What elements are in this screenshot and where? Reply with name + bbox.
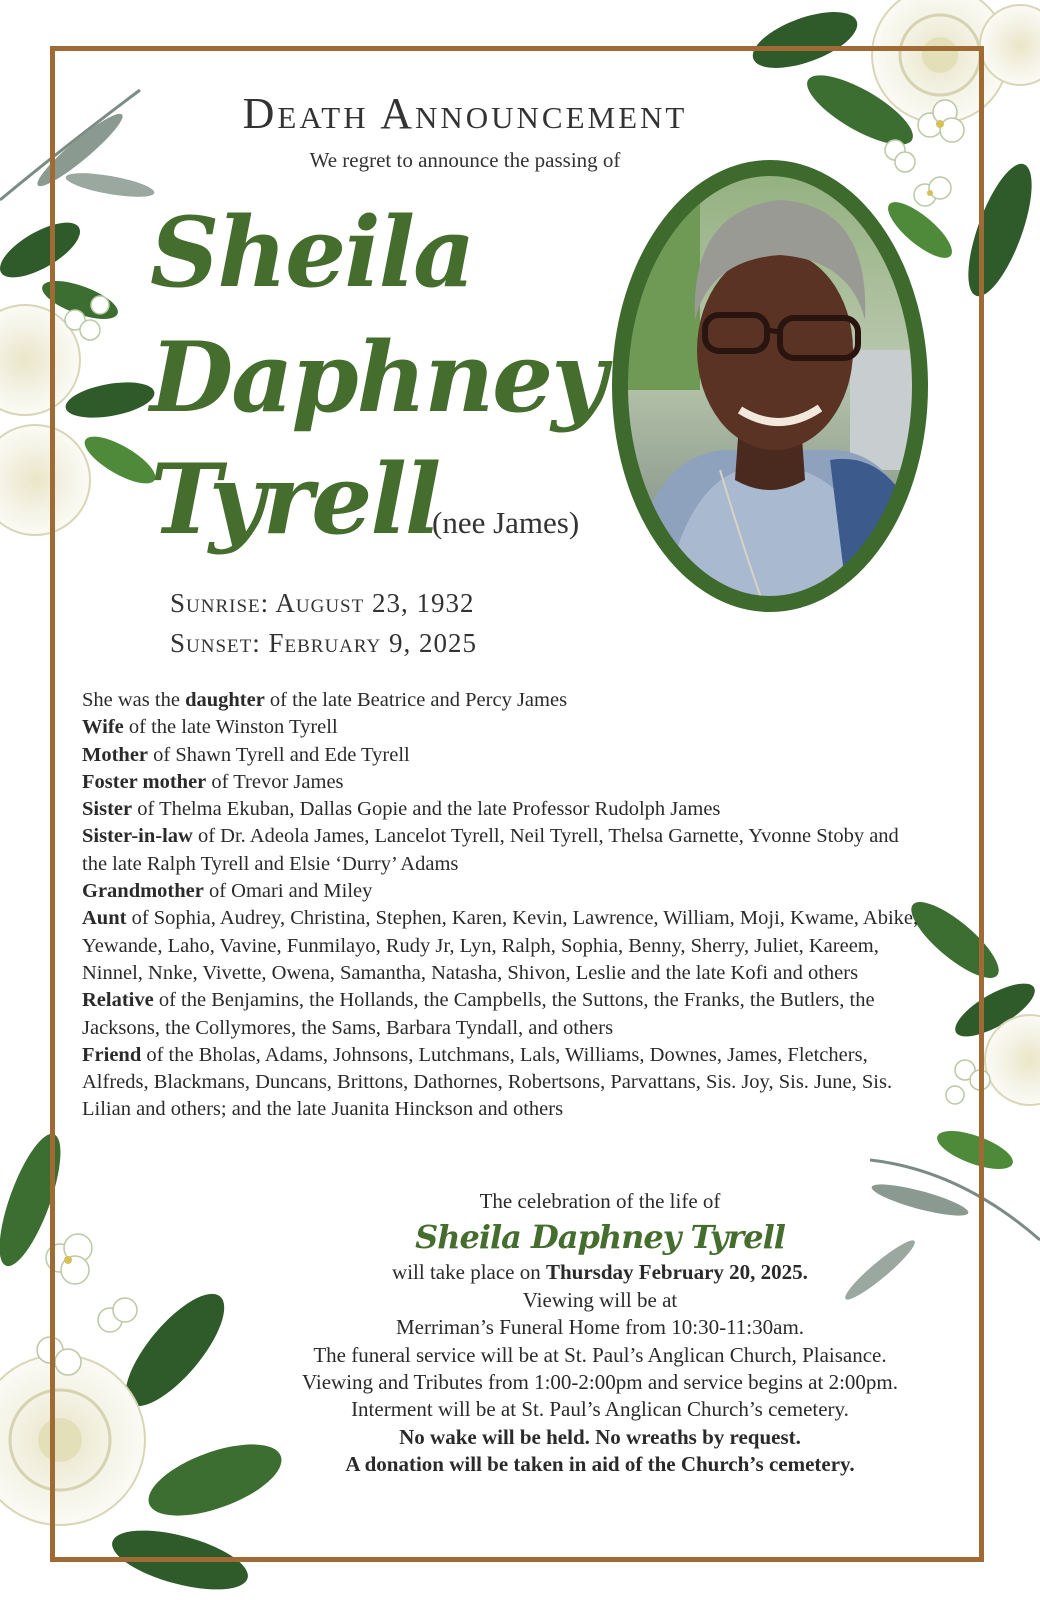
relation-row — [82, 714, 922, 741]
celebration-date: Thursday February 20, 2025. — [546, 1260, 808, 1285]
celebration-date-line — [270, 1259, 930, 1286]
first-name: Sheila — [150, 196, 474, 309]
relation-row — [82, 769, 922, 796]
relation-type: Relative — [82, 989, 154, 1012]
last-name: Tyrell — [150, 443, 440, 556]
relation-names: of the late Beatrice and Percy James — [264, 689, 568, 711]
interment-line: Interment will be at St. Paul’s Anglican Church’s cemetery. — [351, 1397, 849, 1422]
relation-names: of Sophia, Audrey, Christina, Stephen, Karen, Kevin, Lawrence, William, Moji, Kwame, Abike, Yewande, Laho, Vavine, Funmilayo, Rudy Jr, Lyn, Ralph, Sophia, Benny, Sherry, Juliet, Kareem, Ninnel, Nnke, Vivette, Owena, Samantha, Natasha, Shivon, Leslie and the late Kofi and others — [82, 907, 919, 984]
relation-names: of Thelma Ekuban, Dallas Gopie and the late Professor Rudolph James — [132, 798, 721, 821]
celebration-intro: The celebration of the life of — [479, 1189, 721, 1213]
donation-text: A donation will be taken in aid of the Church’s cemetery. — [345, 1452, 855, 1477]
relation-names: of Shawn Tyrell and Ede Tyrell — [148, 743, 410, 766]
relation-prefix: She was the — [82, 689, 186, 711]
relation-row — [82, 1042, 922, 1124]
relation-type: daughter — [185, 689, 265, 711]
relation-type: Sister — [82, 798, 133, 821]
service-line: The funeral service will be at St. Paul’s Anglican Church, Plaisance. — [313, 1342, 887, 1367]
relations-list — [82, 687, 922, 1124]
relation-type: Aunt — [82, 907, 127, 930]
relation-row — [82, 878, 922, 905]
celebration-name: Sheila Daphney Tyrell — [415, 1218, 785, 1257]
sunset-date: Sunset: February 9, 2025 — [170, 628, 477, 658]
relation-names: of Trevor James — [206, 770, 344, 793]
relation-names: of Omari and Miley — [203, 880, 373, 903]
donation-line — [270, 1451, 930, 1478]
relation-type: Mother — [82, 743, 149, 766]
relation-names: of the Benjamins, the Hollands, the Campbells, the Suttons, the Franks, the Butlers, the Jacksons, the Collymores, the Sams, Barbara Tyndall, and others — [82, 989, 875, 1039]
portrait-photo — [600, 150, 940, 622]
page-subtitle: We regret to announce the passing of — [309, 148, 621, 172]
relation-names: of the Bholas, Adams, Johnsons, Lutchmans, Lals, Williams, Downes, James, Fletchers, Alfreds, Blackmans, Duncans, Brittons, Dathornes, Robertsons, Parvattans, Sis. Joy, Sis. June, Sis. Lilian and others; and the late Juanita Hinckson and others — [82, 1043, 893, 1121]
relation-row — [82, 823, 922, 878]
relation-type: Foster mother — [82, 770, 207, 793]
celebration-details — [270, 1188, 930, 1479]
middle-name: Daphney — [150, 321, 606, 434]
relation-row — [82, 687, 922, 714]
relation-row — [82, 987, 922, 1042]
relation-type: Friend — [82, 1043, 142, 1066]
no-wake-text: No wake will be held. No wreaths by request. — [399, 1424, 801, 1449]
page-title: Death Announcement — [242, 89, 688, 138]
relation-type: Wife — [82, 716, 124, 739]
no-wake-line — [270, 1424, 930, 1451]
tributes-line: Viewing and Tributes from 1:00-2:00pm and service begins at 2:00pm. — [302, 1370, 898, 1395]
relation-type: Grandmother — [82, 880, 204, 903]
relation-row — [82, 905, 922, 987]
relation-names: of the late Winston Tyrell — [123, 716, 338, 739]
relation-row — [82, 742, 922, 769]
relation-names: of Dr. Adeola James, Lancelot Tyrell, Neil Tyrell, Thelsa Garnette, Yvonne Stoby and the late Ralph Tyrell and Elsie ‘Durry’ Adams — [82, 825, 899, 875]
sunrise-date: Sunrise: August 23, 1932 — [170, 588, 475, 618]
relation-row — [82, 796, 922, 823]
relation-type: Sister-in-law — [82, 825, 193, 848]
maiden-name-note: (nee James) — [432, 505, 580, 540]
celebration-date-prefix: will take place on — [392, 1260, 546, 1285]
viewing-line-2: Merriman’s Funeral Home from 10:30-11:30am. — [395, 1315, 805, 1340]
viewing-line-1: Viewing will be at — [522, 1287, 678, 1312]
